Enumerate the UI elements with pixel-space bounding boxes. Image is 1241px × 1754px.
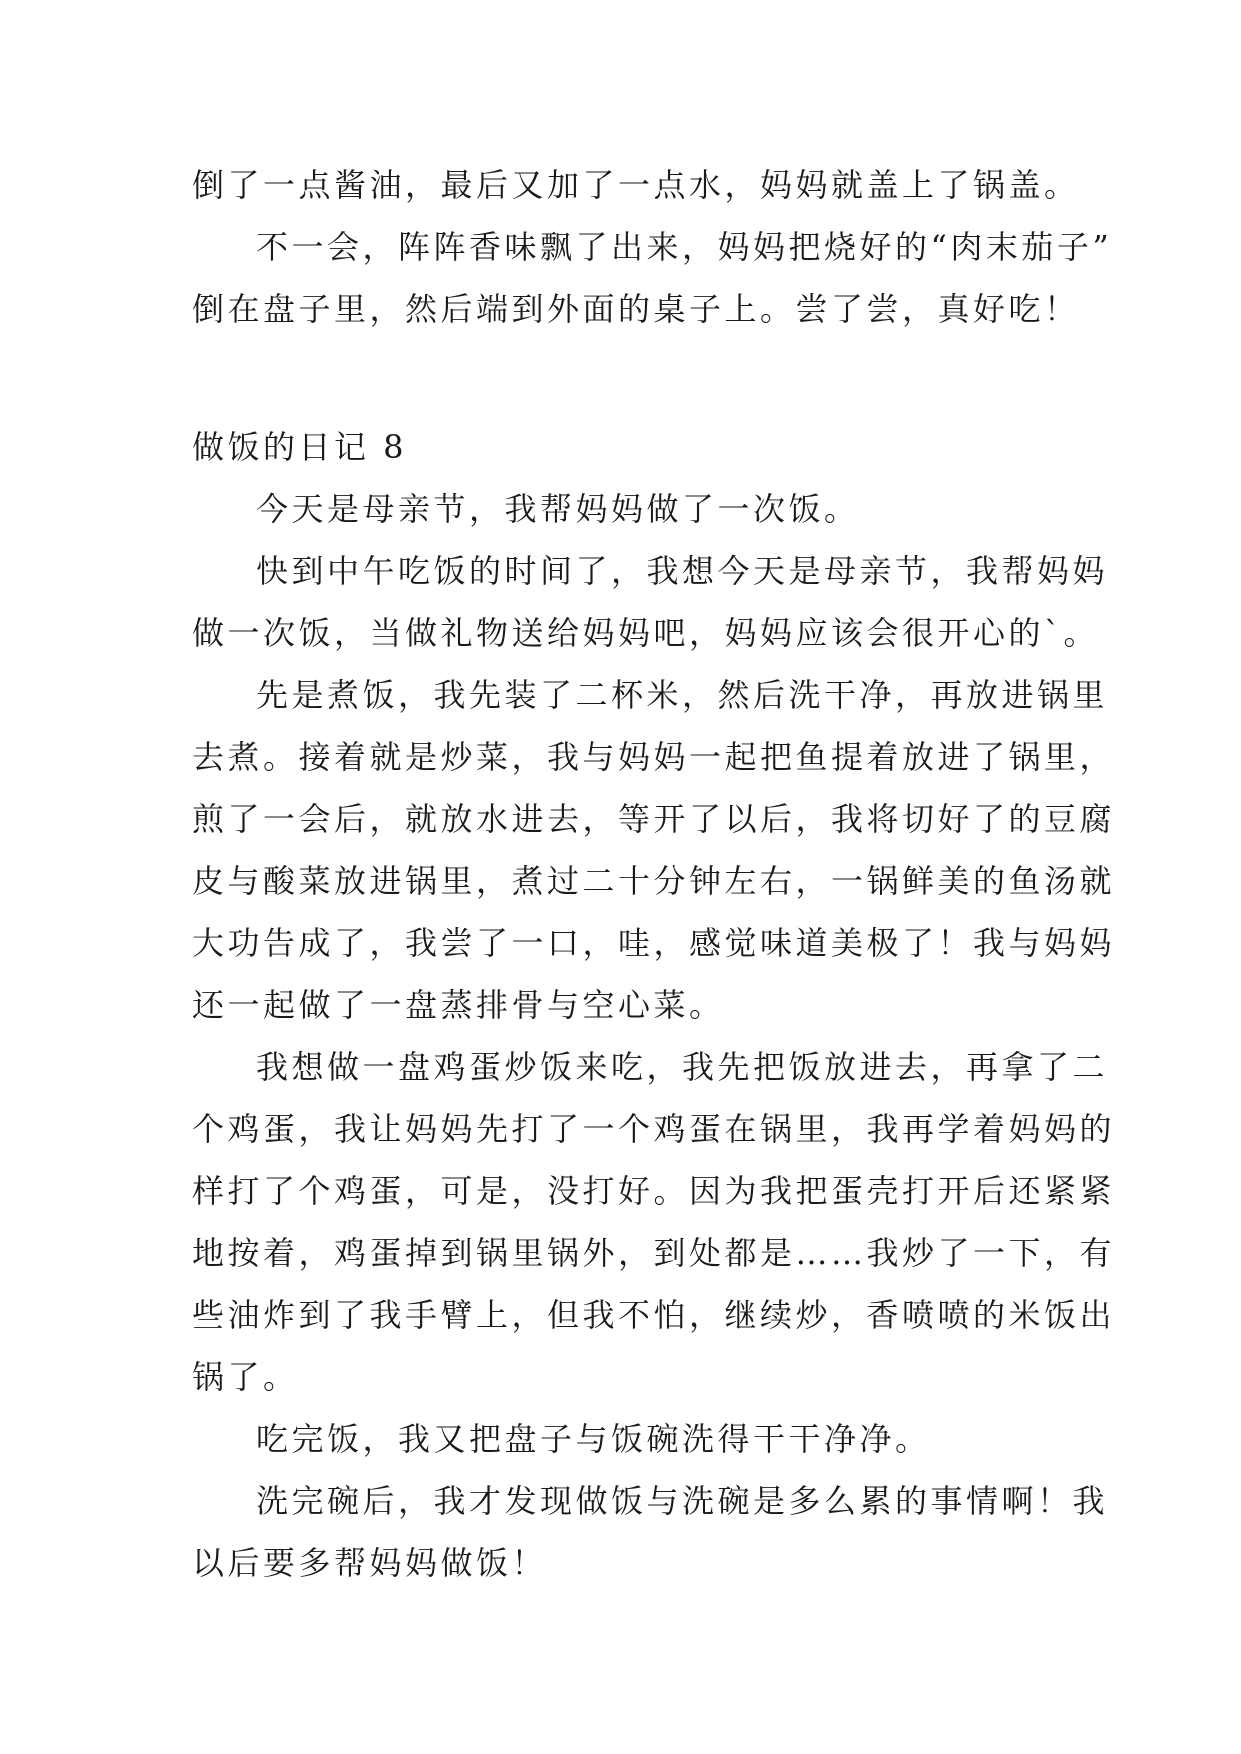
text-line: 个鸡蛋，我让妈妈先打了一个鸡蛋在锅里，我再学着妈妈的: [192, 1110, 1116, 1148]
text-line: 倒了一点酱油，最后又加了一点水，妈妈就盖上了锅盖。: [192, 166, 1080, 204]
paragraph-start: 快到中午吃饭的时间了，我想今天是母亲节，我帮妈妈: [256, 552, 1109, 590]
paragraph-start: 先是煮饭，我先装了二杯米，然后洗干净，再放进锅里: [256, 676, 1109, 714]
text-line: 样打了个鸡蛋，可是，没打好。因为我把蛋壳打开后还紧紧: [192, 1172, 1116, 1210]
text-line: 做一次饭，当做礼物送给妈妈吧，妈妈应该会很开心的`。: [192, 614, 1100, 652]
section-gap: [192, 340, 1072, 416]
section-title: 做饭的日记 8: [192, 428, 408, 466]
text-line: 去煮。接着就是炒菜，我与妈妈一起把鱼提着放进了锅里，: [192, 738, 1116, 776]
text-line: 煎了一会后，就放水进去，等开了以后，我将切好了的豆腐: [192, 800, 1116, 838]
paragraph-start: 今天是母亲节，我帮妈妈做了一次饭。: [256, 490, 860, 528]
text-line: 些油炸到了我手臂上，但我不怕，继续炒，香喷喷的米饭出: [192, 1296, 1116, 1334]
text-line: 倒在盘子里，然后端到外面的桌子上。尝了尝，真好吃！: [192, 290, 1080, 328]
paragraph-start: 不一会，阵阵香味飘了出来，妈妈把烧好的“肉末茄子”: [256, 228, 1113, 266]
text-line: 地按着，鸡蛋掉到锅里锅外，到处都是……我炒了一下，有: [192, 1234, 1116, 1272]
paragraph-start: 吃完饭，我又把盘子与饭碗洗得干干净净。: [256, 1420, 931, 1458]
text-line: 以后要多帮妈妈做饭！: [192, 1544, 548, 1582]
text-line: 还一起做了一盘蒸排骨与空心菜。: [192, 986, 725, 1024]
paragraph-start: 我想做一盘鸡蛋炒饭来吃，我先把饭放进去，再拿了二: [256, 1048, 1109, 1086]
text-line: 皮与酸菜放进锅里，煮过二十分钟左右，一锅鲜美的鱼汤就: [192, 862, 1116, 900]
document-body: [192, 154, 1116, 1594]
text-line: 大功告成了，我尝了一口，哇，感觉味道美极了！我与妈妈: [192, 924, 1116, 962]
text-line: 锅了。: [192, 1358, 299, 1396]
paragraph-start: 洗完碗后，我才发现做饭与洗碗是多么累的事情啊！我: [256, 1482, 1109, 1520]
